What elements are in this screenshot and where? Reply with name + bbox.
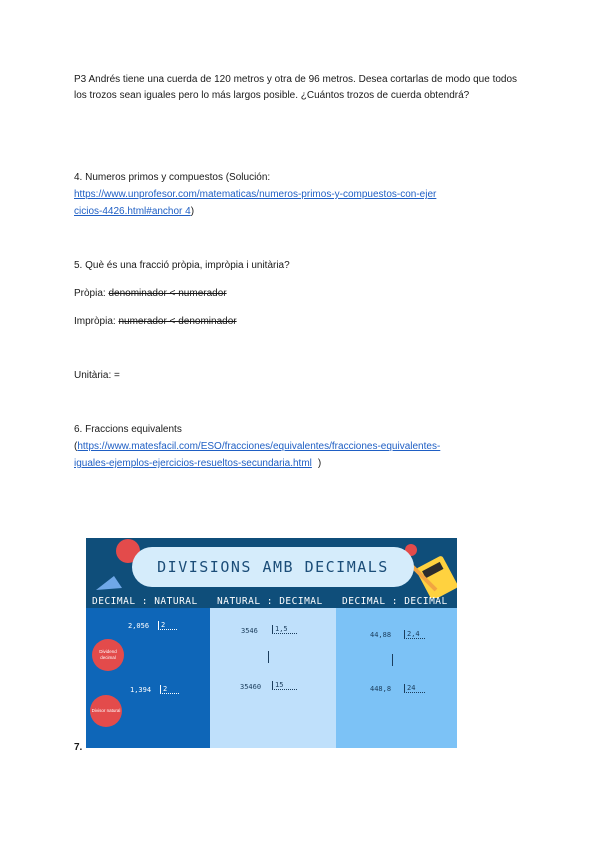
col2-ex1-dividend: 3546	[241, 627, 258, 635]
col1-ex1-divisor: 2	[158, 621, 177, 630]
section-6-link-line-2	[74, 457, 321, 471]
infographic-title: DIVISIONS AMB DECIMALS	[132, 547, 414, 587]
unprofesor-link-cont[interactable]: cicios-4426.html#anchor 4	[74, 206, 191, 217]
section-4-title: 4. Numeros primos y compuestos (Solución:	[74, 172, 271, 183]
col1-header: DECIMAL : NATURAL	[92, 596, 198, 607]
col3-ex1-divisor: 2,4	[404, 630, 425, 639]
col2-arrow	[268, 651, 269, 663]
col3-ex2-dividend: 448,8	[370, 685, 392, 693]
col2-ex2-dividend: 35460	[240, 683, 262, 691]
matesfacil-link[interactable]: https://www.matesfacil.com/ESO/fracciones/equivalentes/fracciones-equivalentes-	[77, 441, 441, 452]
impropia-value: numerador < denominador	[118, 316, 237, 327]
column-decimal-decimal	[336, 608, 457, 748]
col3-ex2-divisor: 24	[404, 684, 425, 693]
section-6-close: )	[317, 458, 322, 469]
unprofesor-link[interactable]: https://www.unprofesor.com/matematicas/numeros-primos-y-compuestos-con-ejer	[74, 189, 437, 200]
col2-header: NATURAL : DECIMAL	[217, 596, 323, 607]
col3-arrow	[392, 654, 393, 666]
section-4-close: )	[190, 206, 195, 217]
section-6-open: (	[74, 441, 78, 452]
col1-ex2-dividend: 1,394	[130, 686, 152, 694]
section-7-number: 7.	[74, 742, 83, 753]
divisions-infographic	[86, 538, 457, 748]
section-4-link-line-2	[74, 205, 194, 219]
section-6-title: 6. Fraccions equivalents	[74, 424, 182, 435]
problem-line-2: los trozos sean iguales pero lo más largos posible. ¿Cuántos trozos de cuerda obtendrá?	[74, 90, 470, 101]
unitaria-line: Unitària: =	[74, 370, 120, 381]
col2-ex2-divisor: 15	[272, 681, 297, 690]
propia-value: denominador < numerador	[108, 288, 227, 299]
problem-line-1: P3 Andrés tiene una cuerda de 120 metros y otra de 96 metros. Desea cortarlas de modo que todos	[74, 74, 518, 85]
impropia-label: Impròpia:	[74, 316, 116, 327]
matesfacil-link-cont[interactable]: iguales-ejemplos-ejercicios-resueltos-secundaria.html	[74, 458, 312, 469]
dividend-decimal-badge: Dividend decimal	[92, 639, 124, 671]
divisor-natural-badge: Divisor natural	[90, 695, 122, 727]
impropia-line	[74, 315, 237, 329]
section-6-link-line-1	[74, 440, 440, 454]
col1-ex1-dividend: 2,056	[128, 622, 150, 630]
section-4-link-line-1	[74, 188, 436, 202]
col2-ex1-divisor: 1,5	[272, 625, 297, 634]
col1-ex2-divisor: 2	[160, 685, 179, 694]
propia-line	[74, 287, 227, 301]
triangle-decoration	[96, 576, 122, 590]
col3-ex1-dividend: 44,88	[370, 631, 392, 639]
section-5-title: 5. Què és una fracció pròpia, impròpia i unitària?	[74, 260, 290, 271]
col3-header: DECIMAL : DECIMAL	[342, 596, 448, 607]
propia-label: Pròpia:	[74, 288, 106, 299]
